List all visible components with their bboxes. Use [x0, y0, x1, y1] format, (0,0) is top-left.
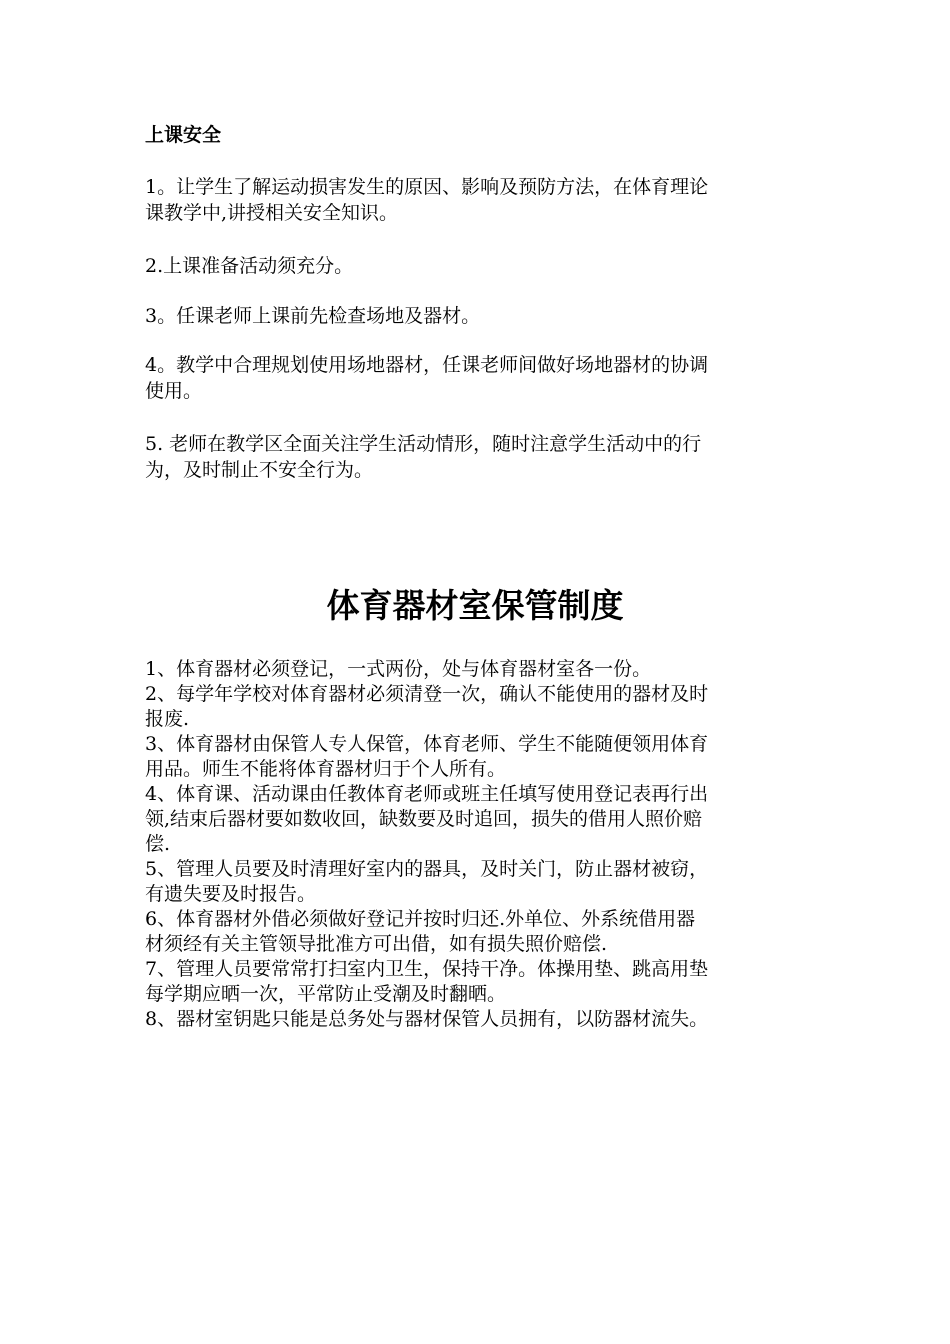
safety-item-line: 4。教学中合理规划使用场地器材，任课老师间做好场地器材的协调 — [145, 354, 709, 376]
rule-item-7 — [145, 957, 810, 1007]
rule-line: 6、体育器材外借必须做好登记并按时归还.外单位、外系统借用器 — [145, 908, 696, 930]
rule-line: 领,结束后器材要如数收回，缺数要及时追回，损失的借用人照价赔 — [145, 808, 703, 830]
rule-item-4 — [145, 782, 810, 857]
rule-item-2 — [145, 682, 810, 732]
rule-item-5 — [145, 857, 810, 907]
rule-line: 7、管理人员要常常打扫室内卫生，保持干净。体操用垫、跳高用垫 — [145, 958, 709, 980]
safety-item-line: 为，及时制止不安全行为。 — [145, 459, 374, 481]
rule-line: 3、体育器材由保管人专人保管，体育老师、学生不能随便领用体育 — [145, 733, 709, 755]
rule-line: 偿. — [145, 833, 171, 855]
rule-line: 每学期应晒一次，平常防止受潮及时翻晒。 — [145, 983, 507, 1005]
page-title: 体育器材室保管制度 — [326, 586, 624, 625]
safety-item-line: 1。让学生了解运动损害发生的原因、影响及预防方法，在体育理论 — [145, 176, 709, 198]
rule-line: 材须经有关主管领导批准方可出借，如有损失照价赔偿. — [145, 933, 608, 955]
safety-item-line: 3。任课老师上课前先检查场地及器材。 — [145, 305, 481, 327]
safety-item-3 — [145, 303, 810, 329]
safety-item-5 — [145, 431, 810, 483]
rule-item-6 — [145, 907, 810, 957]
rule-item-1 — [145, 657, 810, 682]
rule-line: 8、器材室钥匙只能是总务处与器材保管人员拥有，以防器材流失。 — [145, 1008, 709, 1030]
rule-item-8 — [145, 1007, 810, 1032]
rule-line: 5、管理人员要及时清理好室内的器具，及时关门，防止器材被窃， — [145, 858, 709, 880]
rule-line: 有遗失要及时报告。 — [145, 883, 317, 905]
rule-line: 2、每学年学校对体育器材必须清登一次，确认不能使用的器材及时 — [145, 683, 709, 705]
rule-item-3 — [145, 732, 810, 782]
safety-item-1 — [145, 174, 810, 226]
safety-item-4 — [145, 352, 810, 404]
section-heading: 上课安全 — [145, 124, 222, 146]
rule-line: 1、体育器材必须登记，一式两份，处与体育器材室各一份。 — [145, 658, 652, 680]
safety-item-line: 5. 老师在教学区全面关注学生活动情形，随时注意学生活动中的行 — [145, 433, 702, 455]
safety-item-line: 使用。 — [145, 380, 203, 402]
rules-list — [145, 657, 810, 1032]
rule-line: 4、体育课、活动课由任教体育老师或班主任填写使用登记表再行出 — [145, 783, 709, 805]
rule-line: 报废. — [145, 708, 190, 730]
rule-line: 用品。师生不能将体育器材归于个人所有。 — [145, 758, 507, 780]
safety-item-line: 课教学中,讲授相关安全知识。 — [145, 202, 399, 224]
safety-item-2 — [145, 253, 810, 279]
safety-item-line: 2.上课准备活动须充分。 — [145, 255, 354, 277]
